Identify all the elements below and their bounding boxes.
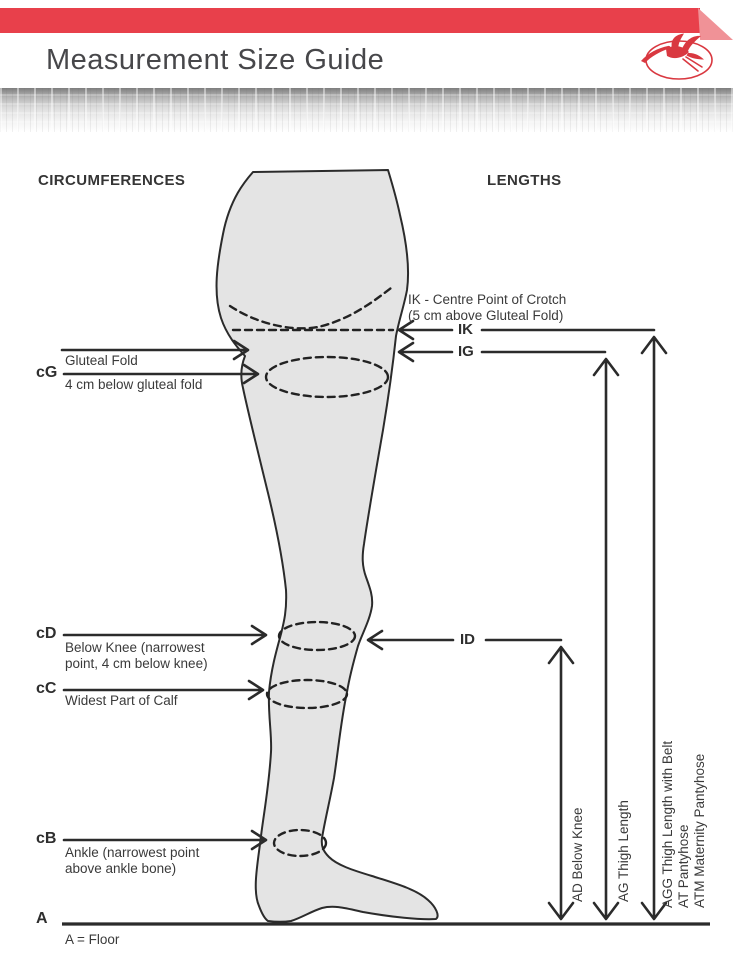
cd-note-line2: point, 4 cm below knee) [65, 656, 208, 671]
ag-thigh-length-label: AG Thigh Length [616, 800, 631, 902]
id-code: ID [460, 631, 475, 648]
page-title: Measurement Size Guide [46, 44, 385, 76]
at-pantyhose-label: AT Pantyhose [676, 824, 691, 908]
agg-thigh-length-belt-label: AGG Thigh Length with Belt [660, 740, 675, 908]
cb-code: cB [36, 830, 57, 847]
agg-at-atm-label-group [660, 741, 708, 908]
ig-arrow [399, 343, 605, 361]
ik-note-line2: (5 cm above Gluteal Fold) [408, 308, 564, 323]
cb-note-line2: above ankle bone) [65, 861, 177, 876]
a-code: A [36, 910, 48, 927]
ag-vertical-dimension [594, 359, 618, 919]
cd-note-line1: Below Knee (narrowest [65, 640, 205, 655]
ig-code: IG [458, 343, 474, 360]
ik-code: IK [458, 321, 473, 338]
gluteal-fold-label: Gluteal Fold [65, 353, 138, 368]
lengths-heading: LENGTHS [487, 172, 562, 189]
cg-code: cG [36, 364, 58, 381]
cc-code: cC [36, 680, 57, 697]
ik-note-line1: IK - Centre Point of Crotch [408, 292, 567, 307]
cc-note: Widest Part of Calf [65, 693, 178, 708]
ad-below-knee-label: AD Below Knee [570, 807, 585, 902]
leg-outline [217, 170, 438, 922]
cb-note-line1: Ankle (narrowest point [65, 845, 200, 860]
circumferences-heading: CIRCUMFERENCES [38, 172, 186, 189]
atm-maternity-pantyhose-label: ATM Maternity Pantyhose [692, 753, 707, 908]
cd-code: cD [36, 625, 57, 642]
cg-note: 4 cm below gluteal fold [65, 377, 203, 392]
a-floor-note: A = Floor [65, 932, 120, 947]
